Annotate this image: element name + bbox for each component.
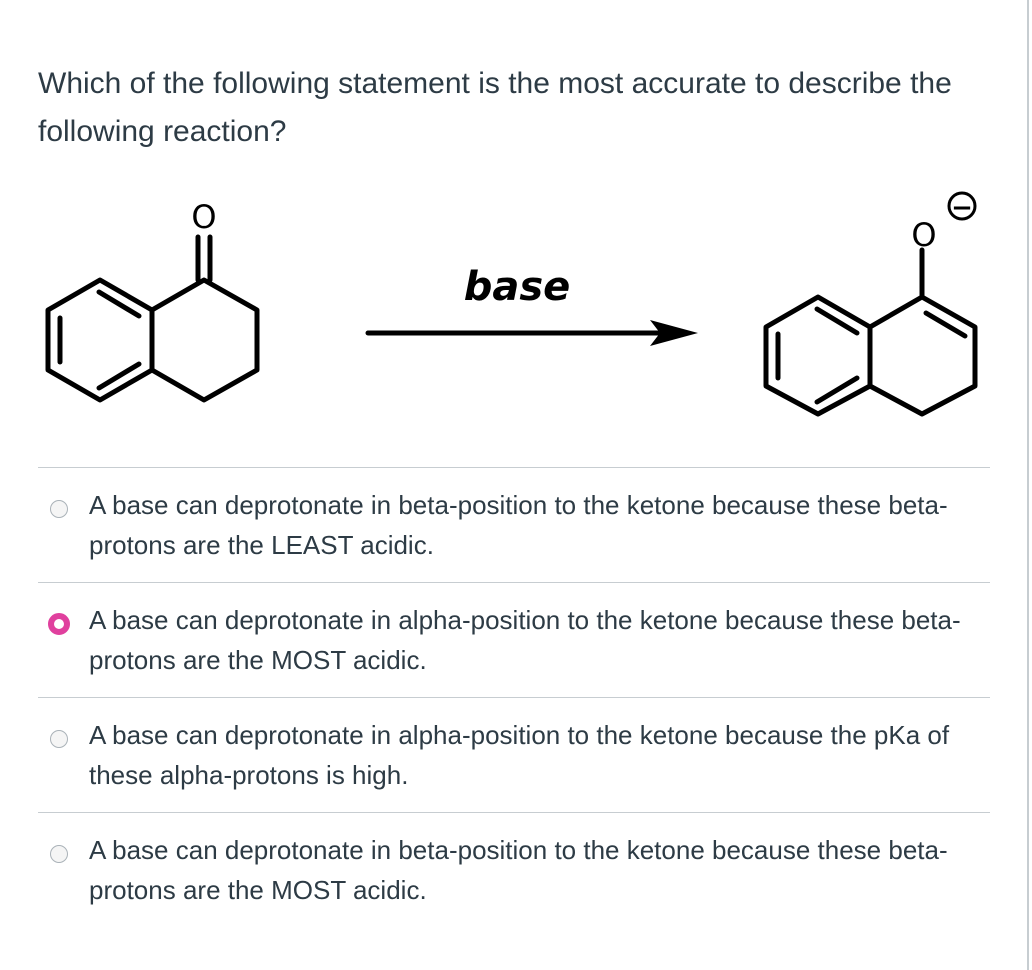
answer-option-3[interactable] [38,697,990,812]
page-right-border [1027,0,1029,970]
negative-charge-icon [949,193,975,223]
answer-list [38,467,990,927]
question-text: Which of the following statement is the most accurate to describe the following reaction? [38,67,952,148]
product-oxygen-label: O [911,216,937,254]
answer-option-2[interactable] [38,582,990,697]
answer-text: A base can deprotonate in beta-position to the ketone because these beta-protons are the LEAST acidic. [89,490,948,560]
product-benzene-ring [766,297,870,414]
radio-button[interactable] [50,730,68,748]
answer-text: A base can deprotonate in alpha-position to the ketone because the pKa of these alpha-protons is high. [89,720,950,790]
answer-option-4[interactable] [38,812,990,927]
reaction-scheme [0,180,1032,460]
reagent-label: base [463,264,571,310]
answer-text: A base can deprotonate in beta-position to the ketone because these beta-protons are the MOST acidic. [89,835,948,905]
product-charge-label: − [951,193,973,223]
reactant-benzene-ring [48,280,152,400]
product-enolate-ring [870,250,975,414]
reactant-cyclohexanone-ring [152,237,257,400]
radio-button-selected[interactable] [48,613,70,635]
answer-text: A base can deprotonate in alpha-position to the ketone because these beta-protons are the MOST acidic. [89,605,961,675]
radio-button[interactable] [50,500,68,518]
radio-button[interactable] [50,845,68,863]
reactant-oxygen-label: O [191,198,217,236]
answer-option-1[interactable] [38,467,990,582]
